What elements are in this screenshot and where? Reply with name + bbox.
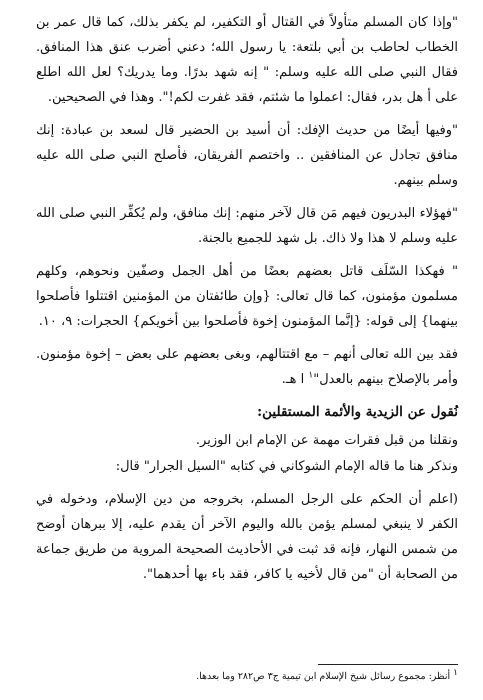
section-heading: نُقول عن الزيدية والأئمة المستقلين: — [257, 404, 458, 420]
paragraph-badriyyun: "فهؤلاء البدريون فيهم مَن قال لآخر منهم: إنك منافق، ولم يُكفِّر النبي صلى الله عليه وسلم لا هذا ولا ذاك. بل شهد للجميع بالجنة. — [36, 206, 458, 246]
paragraph-hatib-story: "وإذا كان المسلم متأولاً في القتال أو التكفير، لم يكفر بذلك، كما قال عمر بن الخطاب لحاطب بن أبي بلتعة: يا رسول الله؛ دعني أضرب عنق هذا المنافق. فقال النبي صلى الله عليه وسلم: " إنه شهد بدرًا. وما يدريك؟ لعل الله اطلع على أ هل بدر، فقال: اعملوا ما شئتم، فقد غفرت لكم!". وهذا في الصحيحين. — [36, 15, 458, 105]
paragraph-brothers-believers — [36, 342, 458, 392]
footnote-divider — [318, 664, 458, 665]
document-page — [36, 10, 458, 690]
footnote-reference: ١ — [308, 370, 314, 381]
paragraph-salaf-fighting: " فهكذا السّلَف قاتل بعضهم بعضًا من أهل الجمل وصفّين ونحوهم، وكلهم مسلمون مؤمنون، كما قال تعالى: {وإن طائفتان من المؤمنين اقتتلوا فأصلحوا بينهما} إلى قوله: {إنَّما المؤمنون إخوة فأصلحوا بين أخويكم} الحجرات: ٩، ١٠. — [36, 264, 458, 329]
footnote-text: أنظر: مجموع رسائل شيخ الإسلام ابن تيمية ج٣ ص٢٨٢ وما بعدها. — [196, 671, 451, 682]
paragraph-shawkani-quote: (اعلم أن الحكم على الرجل المسلم، بخروجه من دين الإسلام، ودخوله في الكفر لا ينبغي لمسلم يؤمن بالله واليوم الآخر أن يقدم عليه، إلا ببرهان أوضح من شمس النهار، فإنه قد ثبت في الأحاديث الصحيحة المروية من طريق جماعة من الصحابة أن "من قال لأخيه يا كافر، فقد باء بها أحدهما". — [36, 492, 459, 582]
paragraph-ifk-story: "وفيها أيضًا من حديث الإفك: أن أسيد بن الحضير قال لسعد بن عبادة: إنك منافق تجادل عن المنافقين .. واختصم الفريقان، فأصلح النبي صلى الله عليه وسلم بينهم. — [36, 123, 458, 188]
paragraph-shawkani-intro: ونذكر هنا ما قاله الإمام الشوكاني في كتابه "السيل الجرار" قال: — [115, 459, 458, 474]
paragraph-ibn-wazir: ونقلنا من قبل فقرات مهمة عن الإمام ابن الوزير. — [195, 433, 458, 448]
paragraph-brothers-text: فقد بين الله تعالى أنهم – مع اقتتالهم، وبغى بعضهم على بعض – إخوة مؤمنون. وأمر بالإصلاح بينهم بالعدل" — [36, 347, 458, 387]
paragraph-end-mark: ا هـ. — [281, 372, 305, 387]
footnote — [36, 667, 458, 684]
footnote-number: ١ — [453, 667, 458, 678]
